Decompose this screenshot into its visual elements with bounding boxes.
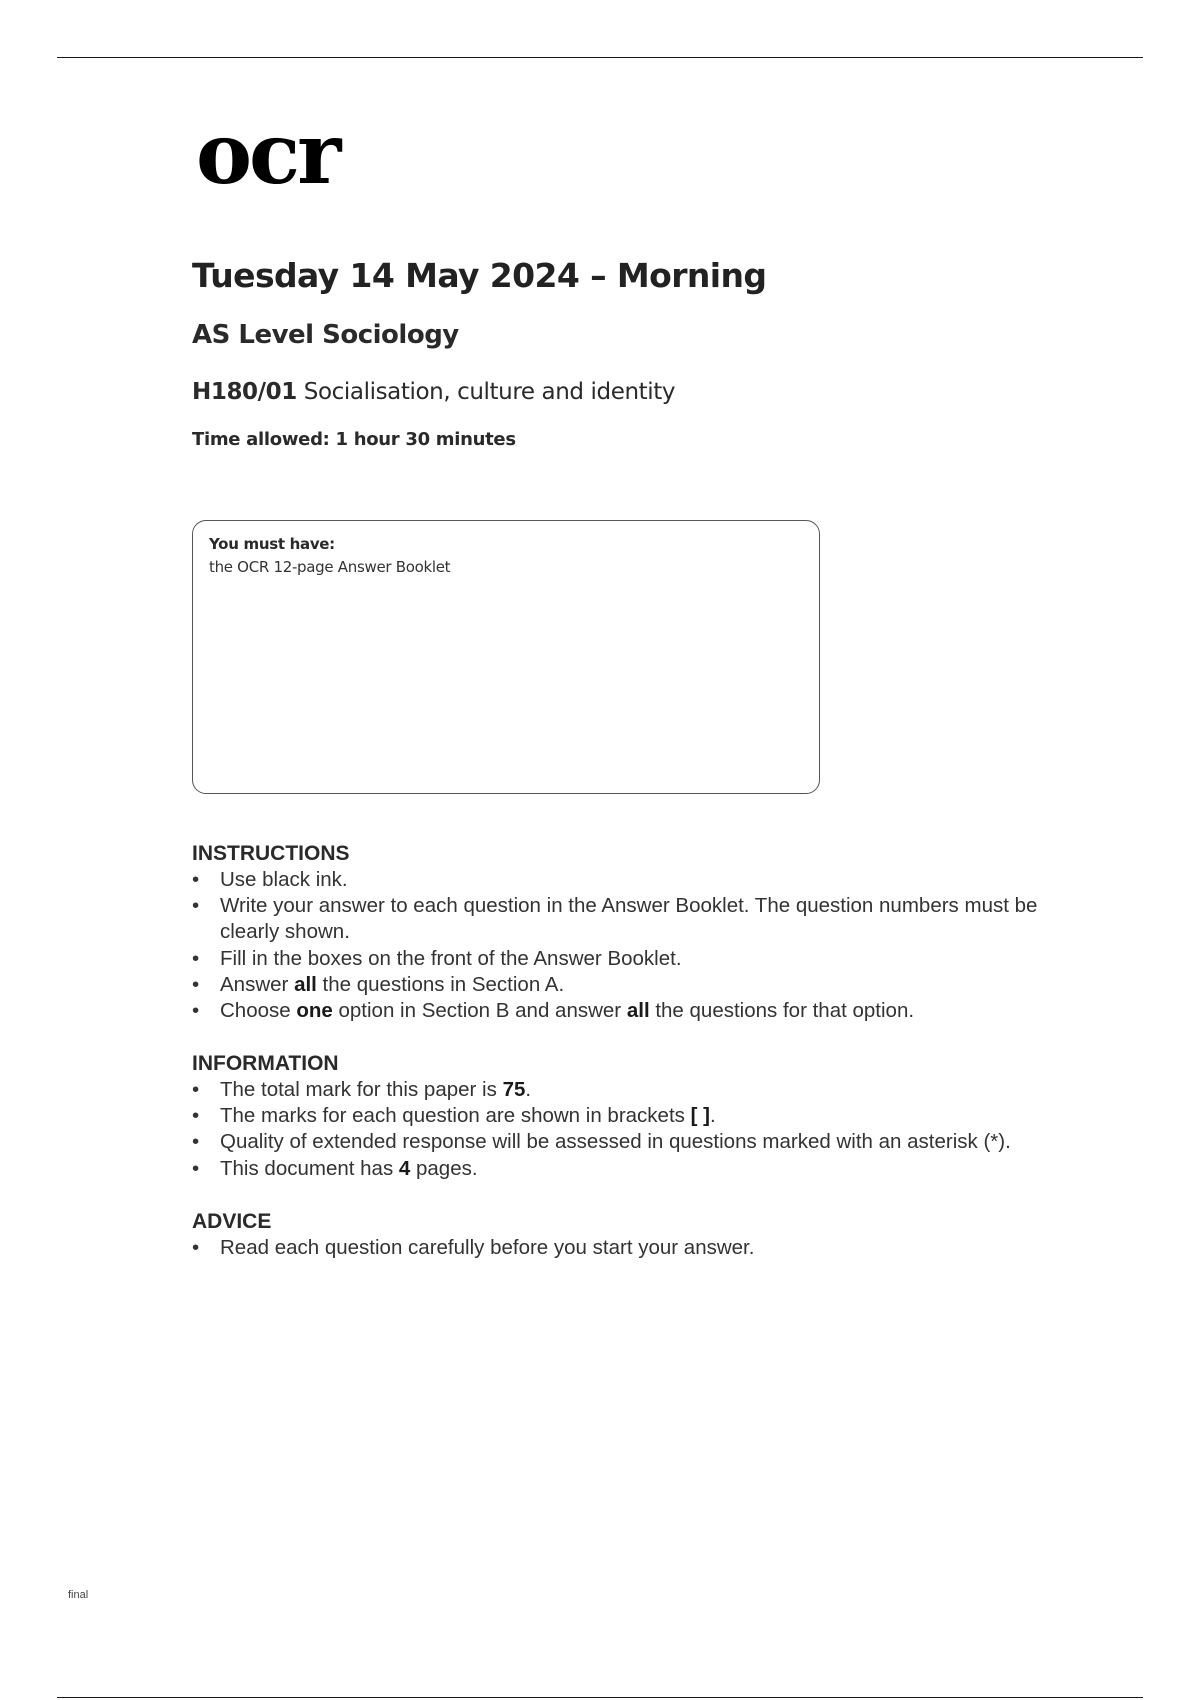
bullet-icon: •	[192, 894, 200, 918]
list-item-text: the questions in Section A.	[316, 972, 565, 996]
paper-code: H180/01	[192, 379, 297, 405]
list-item	[192, 998, 1092, 1024]
list-item-text: Quality of extended response will be assessed in questions marked with an asterisk (*).	[220, 1130, 1011, 1154]
list-item-text: Use black ink.	[220, 868, 348, 891]
information-section	[192, 1051, 1092, 1182]
instructions-section	[192, 841, 1092, 1024]
information-heading: INFORMATION	[192, 1052, 339, 1075]
advice-section	[192, 1209, 1092, 1261]
must-have-title: You must have:	[209, 535, 335, 553]
instructions-heading: INSTRUCTIONS	[192, 842, 350, 865]
emphasis-text: [ ]	[690, 1104, 710, 1128]
bullet-icon: •	[192, 999, 200, 1023]
paper-title: Socialisation, culture and identity	[303, 379, 676, 405]
emphasis-text: 4	[398, 1156, 411, 1180]
list-item-text: Read each question carefully before you start your answer.	[220, 1236, 755, 1259]
bullet-icon: •	[192, 1104, 200, 1128]
list-item	[192, 972, 1092, 998]
list-item	[192, 1077, 1092, 1103]
list-item-text: The marks for each question are shown in brackets	[220, 1104, 691, 1128]
advice-heading: ADVICE	[192, 1210, 272, 1233]
list-item	[192, 1156, 1092, 1182]
list-item-text: the questions for that option.	[649, 999, 915, 1023]
time-allowed: Time allowed: 1 hour 30 minutes	[192, 429, 516, 450]
list-item-text: The total mark for this paper is	[220, 1078, 503, 1101]
bottom-rule	[57, 1697, 1143, 1698]
list-item-text: Answer	[220, 972, 295, 996]
must-have-box	[192, 520, 820, 794]
list-item-text: .	[525, 1078, 532, 1101]
exam-date: Tuesday 14 May 2024 – Morning	[192, 256, 767, 295]
list-item-text: Choose	[220, 999, 297, 1023]
emphasis-text: all	[294, 972, 317, 996]
bullet-icon: •	[192, 1130, 200, 1154]
top-rule	[57, 57, 1143, 58]
list-item-text: option in Section B and answer	[332, 999, 627, 1023]
list-item-text: pages.	[410, 1156, 478, 1180]
advice-list	[192, 1235, 1092, 1261]
list-item	[192, 946, 1092, 972]
list-item-text: Write your answer to each question in the Answer Booklet. The question numbers must be clearly shown.	[220, 894, 1038, 944]
information-list	[192, 1077, 1092, 1182]
bullet-icon: •	[192, 1156, 200, 1180]
emphasis-text: 75	[502, 1078, 526, 1101]
bullet-icon: •	[192, 946, 200, 970]
list-item	[192, 893, 1092, 945]
list-item	[192, 1129, 1092, 1155]
list-item-text: Fill in the boxes on the front of the Answer Booklet.	[220, 946, 682, 970]
emphasis-text: one	[296, 999, 333, 1023]
emphasis-text: all	[626, 999, 650, 1023]
bullet-icon: •	[192, 1078, 200, 1101]
must-have-item: the OCR 12-page Answer Booklet	[209, 558, 451, 576]
instructions-list	[192, 867, 1092, 1024]
list-item-text: .	[709, 1104, 716, 1128]
paper-line	[192, 379, 675, 405]
list-item	[192, 1103, 1092, 1129]
list-item-text: This document has	[220, 1156, 399, 1180]
qualification-title: AS Level Sociology	[192, 320, 459, 350]
ocr-logo: ocr	[196, 104, 339, 203]
list-item	[192, 867, 1092, 893]
bullet-icon: •	[192, 868, 200, 891]
list-item	[192, 1235, 1092, 1261]
footer-note: final	[68, 1589, 89, 1601]
bullet-icon: •	[192, 1236, 200, 1259]
bullet-icon: •	[192, 972, 200, 996]
